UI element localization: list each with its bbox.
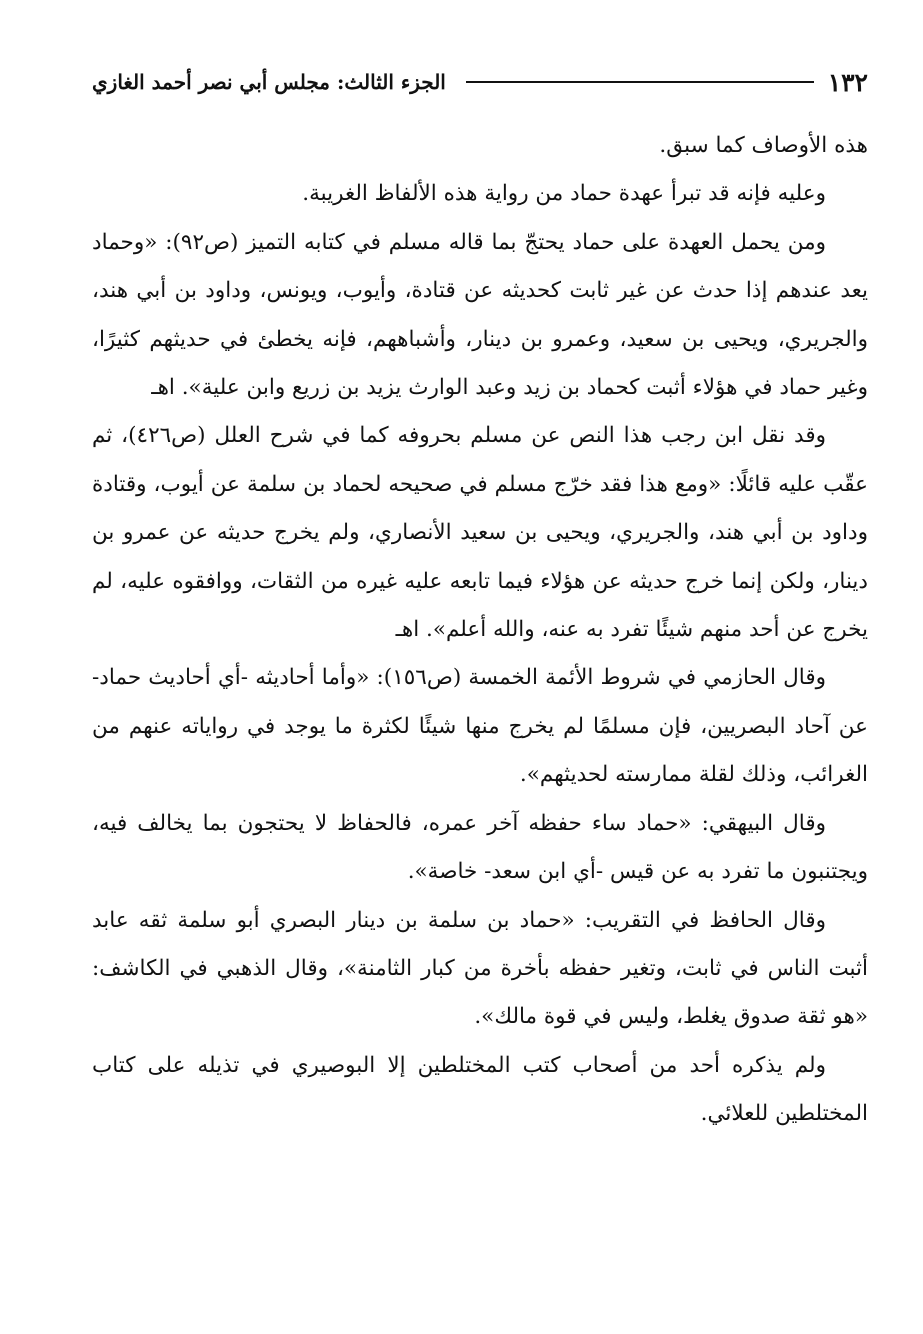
running-title: الجزء الثالث: مجلس أبي نصر أحمد الغازي: [92, 70, 446, 94]
paragraph-1: هذه الأوصاف كما سبق.: [659, 133, 868, 158]
paragraph-4: وقد نقل ابن رجب هذا النص عن مسلم بحروفه كما في شرح العلل (ص٤٢٦)، ثم عقّب عليه قائلًا: «ومع هذا فقد خرّج مسلم في صحيحه لحماد بن سلمة عن أيوب، وقتادة وداود بن أبي هند، والجريري، ويحيى بن سعيد الأنصاري، ولم يخرج حديثه عن عمرو بن دينار، ولكن إنما خرج حديثه عن هؤلاء فيما تابعه عليه غيره من الثقات، ووافقوه عليه، لم يخرج عن أحد منهم شيئًا تفرد به عنه، والله أعلم». اهـ: [92, 423, 868, 643]
paragraph-2: وعليه فإنه قد تبرأ عهدة حماد من رواية هذه الألفاظ الغريبة.: [302, 181, 826, 207]
body-text: [92, 122, 868, 1139]
header-rule: [466, 81, 814, 83]
paragraph-3: ومن يحمل العهدة على حماد يحتجّ بما قاله مسلم في كتابه التميز (ص٩٢): «وحماد يعد عندهم إذا حدث عن غير ثابت كحديثه عن قتادة، وأيوب، ويونس، وداود بن أبي هند، والجريري، ويحيى بن سعيد، وعمرو بن دينار، وأشباههم، فإنه يخطئ في حديثهم كثيرًا، وغير حماد في هؤلاء أثبت كحماد بن زيد وعبد الوارث يزيد بن زريع وابن علية». اهـ: [92, 229, 868, 401]
page-header: [92, 62, 868, 102]
page-number: ١٣٢: [827, 67, 868, 97]
paragraph-6: وقال البيهقي: «حماد ساء حفظه آخر عمره، فالحفاظ لا يحتجون بما يخالف فيه، ويجتنبون ما تفرد به عن قيس -أي ابن سعد- خاصة».: [92, 810, 868, 885]
paragraph-5: وقال الحازمي في شروط الأئمة الخمسة (ص١٥٦): «وأما أحاديثه -أي أحاديث حماد- عن آحاد البصريين، فإن مسلمًا لم يخرج منها شيئًا لكثرة ما يوجد في رواياته عنهم من الغرائب، وذلك لقلة ممارسته لحديثهم».: [92, 665, 868, 788]
paragraph-8: ولم يذكره أحد من أصحاب كتب المختلطين إلا البوصيري في تذيله على كتاب المختلطين للعلائي.: [92, 1052, 868, 1127]
paragraph-7: وقال الحافظ في التقريب: «حماد بن سلمة بن دينار البصري أبو سلمة ثقه عابد أثبت الناس في ثابت، وتغير حفظه بأخرة من كبار الثامنة»، وقال الذهبي في الكاشف: «هو ثقة صدوق يغلط، وليس في قوة مالك».: [92, 907, 868, 1030]
